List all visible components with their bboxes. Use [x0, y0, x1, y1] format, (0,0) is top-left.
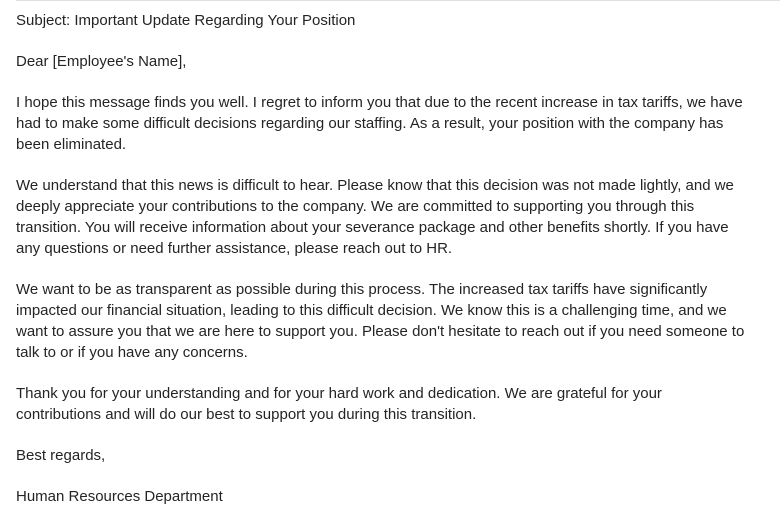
closing [16, 445, 780, 466]
greeting [16, 51, 780, 72]
line: any questions or need further assistance, please reach out to HR. [16, 240, 453, 257]
line: Thank you for your understanding and for your hard work and dedication. We are grateful for your [16, 385, 662, 402]
line: had to make some difficult decisions regarding our staffing. As a result, your position with the company has [16, 115, 724, 132]
line: impacted our financial situation, leading to this difficult decision. We know this is a challenging time, and we [16, 302, 727, 319]
greeting-text: Dear [Employee's Name], [16, 53, 187, 70]
line: talk to or if you have any concerns. [16, 344, 248, 361]
paragraph-2 [16, 175, 780, 259]
closing-text: Best regards, [16, 447, 106, 464]
signature [16, 486, 780, 507]
line: want to assure you that we are here to support you. Please don't hesitate to reach out if you need someone to [16, 323, 745, 340]
subject-line [16, 10, 780, 31]
line: I hope this message finds you well. I regret to inform you that due to the recent increase in tax tariffs, we have [16, 94, 743, 111]
paragraph-4 [16, 383, 780, 425]
paragraph-1 [16, 92, 780, 155]
line: contributions and will do our best to support you during this transition. [16, 406, 477, 423]
line: We want to be as transparent as possible during this process. The increased tax tariffs have significantly [16, 281, 708, 298]
top-divider [16, 0, 780, 1]
line: transition. You will receive information about your severance package and other benefits shortly. If you have [16, 219, 729, 236]
signature-text: Human Resources Department [16, 488, 223, 505]
email-body [16, 10, 780, 527]
line: deeply appreciate your contributions to the company. We are committed to supporting you through this [16, 198, 695, 215]
line: We understand that this news is difficult to hear. Please know that this decision was not made lightly, and we [16, 177, 734, 194]
paragraph-3 [16, 279, 780, 363]
line: been eliminated. [16, 136, 127, 153]
subject-text: Subject: Important Update Regarding Your Position [16, 12, 356, 29]
